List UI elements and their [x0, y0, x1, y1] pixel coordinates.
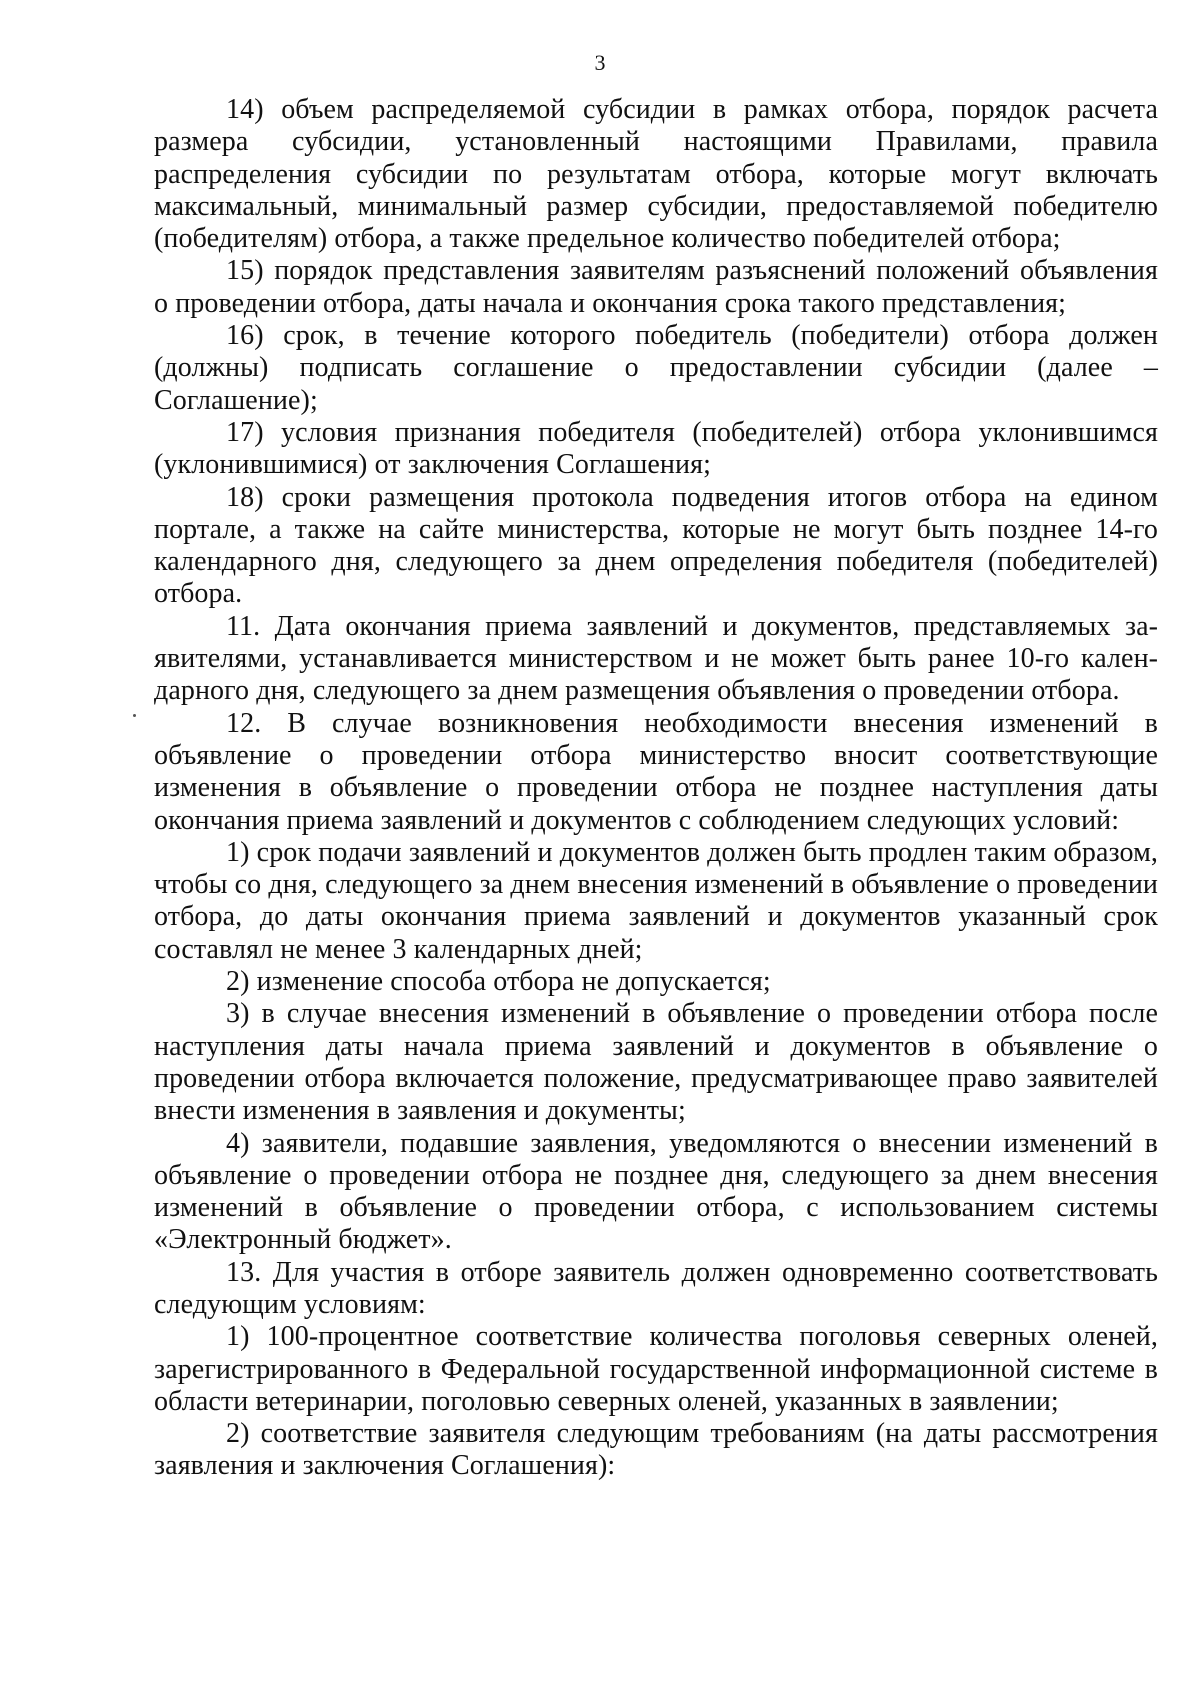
paragraph-item-16: 16) срок, в течение которого победитель (победители) отбора должен (должны) подписать соглашение о предоставлении субсидии (далее – Соглашение); [154, 320, 1158, 416]
paragraph-item-17: 17) условия признания победителя (победителей) отбора уклонившимся (уклонившимися) от заключения Соглашения; [154, 416, 1158, 481]
scan-speck [133, 714, 136, 717]
paragraph-section-13: 13. Для участия в отборе заявитель должен одновременно соответствовать следующим условиям: [154, 1256, 1158, 1320]
paragraph-item-14: 14) объем распределяемой субсидии в рамках отбора, порядок расчета размера субсидии, установленный настоящими Правилами, правила распределения субсидии по результатам отбора, которые могут включать максимальный, минимальный размер субсидии, предоставляемой победителю (победителям) отбора, а также предельное количество победителей отбора; [154, 94, 1158, 255]
paragraph-section-12-item-4: 4) заявители, подавшие заявления, уведомляются о внесении изменений в объявление о проведении отбора не позднее дня, следующего за днем внесения изменений в объявление о проведении отбора, с использованием системы «Электронный бюджет». [154, 1127, 1158, 1256]
paragraph-section-12: 12. В случае возникновения необходимости внесения изменений в объявление о проведении отбора министерство вносит соответствующие изменения в объявление о проведении отбора не позднее наступления даты окончания приема заявлений и документов с соблюдением следующих условий: [154, 707, 1158, 836]
paragraph-item-15: 15) порядок представления заявителям разъяснений положений объявления о проведении отбора, даты начала и окончания срока такого представления; [154, 255, 1158, 319]
paragraph-item-18: 18) сроки размещения протокола подведения итогов отбора на едином портале, а также на сайте министерства, которые не могут быть позднее 14-го календарного дня, следующего за днем определения победителя (победителей) отбора. [154, 481, 1158, 610]
paragraph-section-11: 11. Дата окончания приема заявлений и документов, представляемых заявителями, устанавливается министерством и не может быть ранее 10-го календарного дня, следующего за днем размещения объявления о проведении отбора. [154, 610, 1158, 707]
document-body [154, 94, 1158, 1483]
paragraph-section-13-item-1: 1) 100-процентное соответствие количества поголовья северных оленей, зарегистрированного в Федеральной государственной информационной системе в области ветеринарии, поголовью северных оленей, указанных в заявлении; [154, 1321, 1158, 1417]
paragraph-section-12-item-2: 2) изменение способа отбора не допускается; [226, 966, 771, 998]
paragraph-section-12-item-3: 3) в случае внесения изменений в объявление о проведении отбора после наступления даты начала приема заявлений и документов в объявление о проведении отбора включается положение, предусматривающее право заявителей внести изменения в заявления и документы; [154, 998, 1158, 1127]
page-number: 3 [594, 50, 606, 75]
paragraph-section-13-item-2: 2) соответствие заявителя следующим требованиям (на даты рассмотрения заявления и заключения Соглашения): [154, 1418, 1158, 1482]
paragraph-section-12-item-1: 1) срок подачи заявлений и документов должен быть продлен таким образом, чтобы со дня, следующего за днем внесения изменений в объявление о проведении отбора, до даты окончания приема заявлений и документов указанный срок составлял не менее 3 календарных дней; [154, 836, 1158, 965]
